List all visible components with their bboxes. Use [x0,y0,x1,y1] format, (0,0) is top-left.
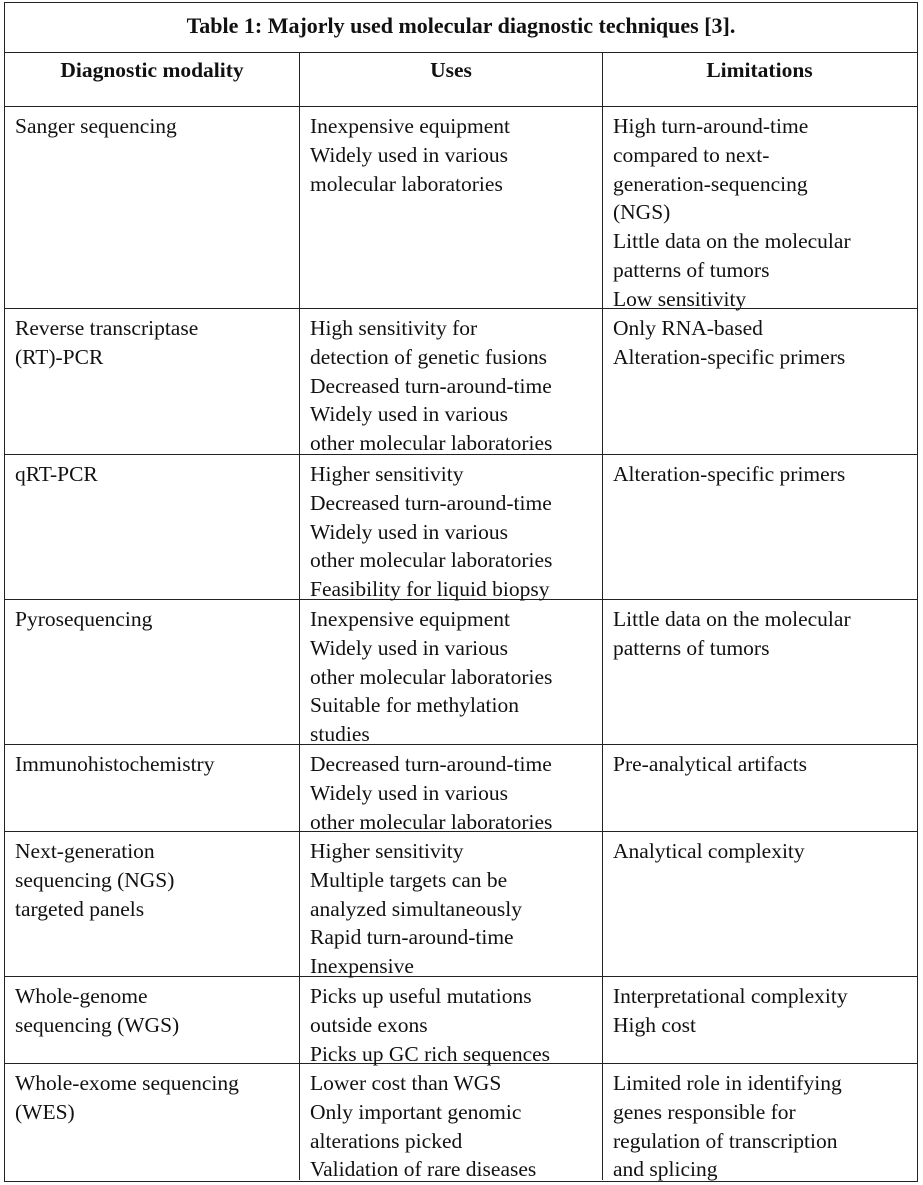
cell-uses [300,745,603,834]
cell-text-line: Picks up GC rich sequences [310,1041,551,1066]
cell-text-line: High cost [613,1012,697,1037]
cell-uses [300,600,603,747]
cell-uses [300,832,603,979]
cell-text-line: (RT)-PCR [15,344,104,369]
table-row [5,745,917,832]
cell-text-line: patterns of tumors [613,257,770,282]
cell-modality [5,1064,300,1180]
cell-limitations [603,832,916,976]
table-row [5,600,917,745]
cell-uses [300,455,603,602]
cell-text-line: targeted panels [15,896,145,921]
cell-text-line: High sensitivity for [310,316,478,340]
cell-text-line: compared to next- [613,142,770,167]
cell-text-line: Decreased turn-around-time [310,752,552,776]
cell-text-line: sequencing (NGS) [15,867,175,892]
cell-text-line: studies [310,722,370,747]
cell-text-line: patterns of tumors [613,635,770,660]
cell-text-line: other molecular laboratories [310,664,553,689]
table-frame [4,2,918,1182]
cell-text-line: Only important genomic [310,1099,522,1124]
cell-text-line: outside exons [310,1012,428,1037]
table-row [5,455,917,600]
table-grid [5,53,917,1180]
cell-uses [300,309,603,454]
cell-text-line: (WES) [15,1099,75,1124]
cell-modality [5,745,300,831]
cell-text-line: Analytical complexity [613,839,805,863]
table-row [5,977,917,1064]
cell-text-line: other molecular laboratories [310,431,553,456]
cell-modality [5,107,300,308]
cell-text-line: genes responsible for [613,1099,796,1124]
cell-uses [300,1064,603,1180]
table-row [5,107,917,309]
cell-text-line: Sanger sequencing [15,114,177,138]
cell-text-line: Widely used in various [310,635,508,660]
cell-text-line: Inexpensive equipment [310,607,511,631]
table-header-row [5,53,917,107]
cell-text-line: High turn-around-time [613,114,809,138]
cell-text-line: and splicing [613,1157,718,1182]
table-caption: Table 1: Majorly used molecular diagnostic techniques [3]. [5,3,917,53]
cell-text-line: Widely used in various [310,519,508,544]
table-row [5,832,917,977]
cell-text-line: Rapid turn-around-time [310,925,514,950]
cell-text-line: Immunohistochemistry [15,752,215,776]
cell-text-line: Widely used in various [310,780,508,805]
cell-text-line: Validation of rare diseases [310,1157,537,1182]
cell-text-line: other molecular laboratories [310,809,553,834]
cell-text-line: Higher sensitivity [310,839,464,863]
cell-text-line: Higher sensitivity [310,462,464,486]
cell-text-line: sequencing (WGS) [15,1012,180,1037]
cell-text-line: Widely used in various [310,402,508,427]
cell-limitations [603,1064,916,1180]
cell-text-line: detection of genetic fusions [310,344,548,369]
cell-text-line: Alteration-specific primers [613,344,846,369]
cell-text-line: Alteration-specific primers [613,462,846,486]
cell-text-line: Low sensitivity [613,286,747,311]
cell-text-line: Decreased turn-around-time [310,490,552,515]
table-row [5,309,917,455]
cell-text-line: Inexpensive equipment [310,114,511,138]
header-limitations: Limitations [706,58,813,82]
header-uses: Uses [300,53,603,106]
cell-text-line: regulation of transcription [613,1128,838,1153]
cell-text-line: Little data on the molecular [613,607,851,631]
cell-limitations [603,455,916,599]
cell-text-line: Inexpensive [310,954,414,979]
table-row [5,1064,917,1180]
cell-limitations [603,745,916,831]
cell-uses [300,107,603,308]
cell-text-line: Suitable for methylation [310,693,519,718]
cell-modality [5,600,300,744]
cell-text-line: Limited role in identifying [613,1071,842,1095]
cell-text-line: generation-sequencing [613,171,808,196]
cell-text-line: Next-generation [15,839,155,863]
cell-text-line: Reverse transcriptase [15,316,199,340]
cell-text-line: other molecular laboratories [310,548,553,573]
cell-text-line: Picks up useful mutations [310,984,532,1008]
cell-text-line: alterations picked [310,1128,463,1153]
cell-text-line: Little data on the molecular [613,229,851,254]
cell-limitations [603,107,916,311]
cell-modality [5,455,300,599]
cell-text-line: Only RNA-based [613,316,763,340]
cell-text-line: Widely used in various [310,142,508,167]
cell-limitations [603,977,916,1063]
header-modality: Diagnostic modality [5,53,300,106]
cell-modality [5,832,300,976]
cell-text-line: Decreased turn-around-time [310,373,552,398]
cell-text-line: Multiple targets can be [310,867,508,892]
cell-limitations [603,600,916,744]
cell-text-line: Whole-exome sequencing [15,1071,239,1095]
cell-modality [5,309,300,454]
cell-text-line: Interpretational complexity [613,984,848,1008]
cell-text-line: Feasibility for liquid biopsy [310,577,550,602]
cell-text-line: analyzed simultaneously [310,896,522,921]
cell-modality [5,977,300,1063]
cell-text-line: Lower cost than WGS [310,1071,502,1095]
cell-text-line: Whole-genome [15,984,148,1008]
cell-uses [300,977,603,1066]
cell-text-line: Pyrosequencing [15,607,153,631]
cell-text-line: Pre-analytical artifacts [613,752,807,776]
cell-text-line: (NGS) [613,200,671,225]
cell-text-line: qRT-PCR [15,462,98,486]
cell-limitations [603,309,916,454]
cell-text-line: molecular laboratories [310,171,503,196]
